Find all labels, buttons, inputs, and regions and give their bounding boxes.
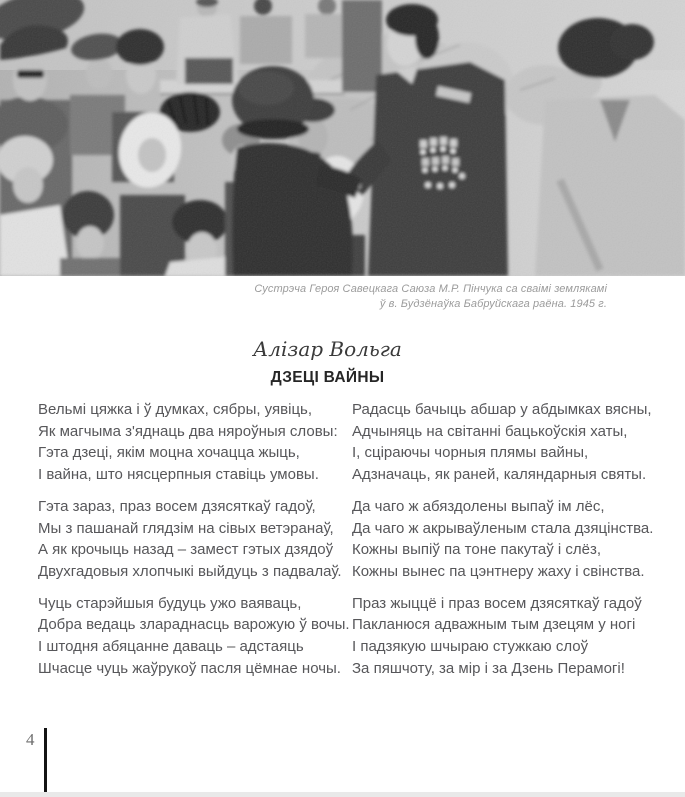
photo-caption-line1: Сустрэча Героя Савецкага Саюза М.Р. Пінчука са сваімі землякамі [254, 283, 607, 295]
poem-line: Мы з пашанай глядзім на сівых ветэранаў, [38, 519, 334, 537]
poem-line: А як крочыць назад – замест гэтых дзядоў [38, 541, 334, 559]
page-bottom-edge [0, 792, 685, 797]
poem-line: І падзякую шчыраю стужкаю слоў [352, 638, 589, 656]
poem-line: І штодня абяцанне даваць – адстаяць [38, 638, 304, 656]
poem-line: Адчыняць на світанні бацькоўскія хаты, [352, 422, 628, 440]
poem-right-column [352, 399, 672, 689]
poem-line: І, сціраючы чорныя плямы вайны, [352, 444, 589, 462]
poem-line: Адзначаць, як раней, каляндарныя святы. [352, 466, 647, 484]
historical-photo [0, 0, 685, 276]
poem-line: Чуць старэйшыя будуць ужо ваяваць, [38, 594, 302, 612]
poem-line: Двухгадовыя хлопчыкі выйдуць з падвалаў. [38, 562, 342, 580]
stanza [352, 399, 672, 486]
poem-line: Да чаго ж акрываўленым стала дзяцінства. [352, 519, 654, 537]
poem-line: Кожны вынес па цэнтнеру жаху і свінства. [352, 562, 645, 580]
photo-caption [0, 282, 607, 311]
stanza [38, 496, 348, 583]
stanza [38, 593, 348, 680]
poem-line: За пяшчоту, за мір і за Дзень Перамогі! [352, 659, 625, 677]
historical-photo-art [0, 0, 685, 276]
poem-line: Як магчыма з'яднаць два няроўныя словы: [38, 422, 338, 440]
poem-left-column [38, 399, 348, 689]
poem-line: Праз жыццё і праз восем дзясяткаў гадоў [352, 594, 642, 612]
poem-line: І вайна, што нясцерпныя ставіць умовы. [38, 466, 319, 484]
photo-caption-line2: ў в. Будзёнаўка Бабруйскага раёна. 1945 г. [379, 297, 607, 310]
author-name: Алізар Вольга [253, 337, 402, 361]
poem-line: Добра ведаць злараднасць варожую ў вочы. [38, 616, 350, 634]
stanza [352, 496, 672, 583]
poem-line: Шчасце чуць жаўрукоў пасля цёмнае ночы. [38, 659, 341, 677]
poem-line: Вельмі цяжка і ў думках, сябры, уявіць, [38, 401, 313, 418]
poem-line: Да чаго ж абяздолены выпаў ім лёс, [352, 497, 605, 515]
poem-line: Радасць бачыць абшар у абдымках вясны, [352, 401, 652, 418]
stanza [352, 593, 672, 680]
poem-title: ДЗЕЦІ ВАЙНЫ [270, 369, 385, 386]
poem-line: Гэта зараз, праз восем дзясяткаў гадоў, [38, 497, 316, 515]
poem-line: Пакланюся адважным тым дзецям у ногі [352, 616, 636, 634]
footer-divider-bar [44, 728, 47, 792]
page-number: 4 [26, 730, 35, 749]
poem-line: Кожны выпіў па тоне пакутаў і слёз, [352, 541, 602, 559]
poem-line: Гэта дзеці, якім моцна хочацца жыць, [38, 444, 300, 462]
stanza [38, 399, 348, 486]
